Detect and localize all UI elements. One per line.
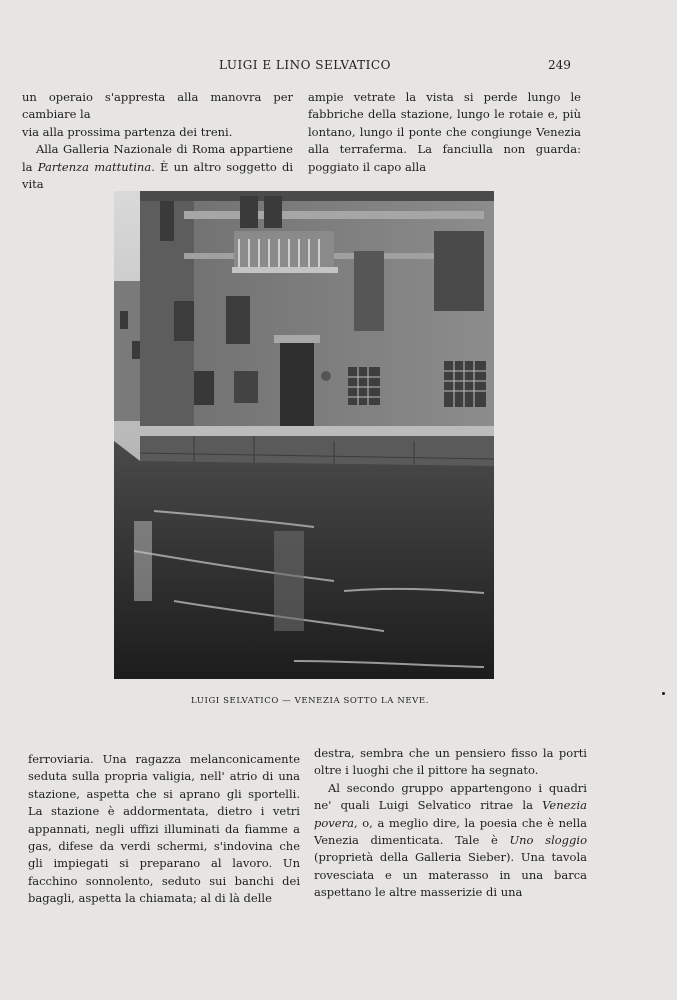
artwork-title: Venezia povera bbox=[314, 798, 588, 830]
paragraph: ferroviaria. Una ragazza melanconicamente seduta sulla propria valigia, nell' atrio di una stazione, aspetta che si aprano gli sportelli. La stazione è addormentata, dietro i vetri appannati, negli uffizi illuminati da fiamme a gas, difese da verdi schermi, s'indovina che gli impiegati si preparano al lavoro. Un facchino sonnolento, seduto sui banchi dei bagagli, aspetta la chiamata; al di là delle bbox=[28, 752, 300, 906]
text-line: via alla prossima partenza dei treni. bbox=[22, 124, 233, 139]
page-number: 249 bbox=[548, 58, 571, 72]
venice-canal-photo bbox=[114, 191, 494, 679]
artwork-title: Uno sloggio bbox=[509, 833, 587, 848]
paragraph bbox=[314, 780, 587, 902]
figure-caption: LUIGI SELVATICO — VENEZIA SOTTO LA NEVE. bbox=[190, 696, 430, 706]
text-span: , o, a meglio dire, la poesia che è nella Venezia dimenticata. Tale è bbox=[314, 815, 587, 848]
text-span: Al secondo gruppo appartengono i quadri ne' quali Luigi Selvatico ritrae la bbox=[314, 780, 587, 813]
paragraph-continuation bbox=[22, 89, 293, 141]
text-span: Alla Galleria Nazionale di Roma appartiene la bbox=[22, 142, 293, 174]
text-column-top-right bbox=[308, 89, 581, 176]
page-speck bbox=[662, 692, 665, 695]
text-column-bottom-left bbox=[28, 751, 300, 908]
running-header: LUIGI E LINO SELVATICO bbox=[219, 58, 391, 72]
paragraph bbox=[22, 141, 293, 193]
text-span: . È un altro soggetto di vita bbox=[22, 159, 294, 192]
paragraph: destra, sembra che un pensiero fisso la porti oltre i luoghi che il pittore ha segnato. bbox=[314, 746, 587, 778]
text-span: (proprietà della Galleria Sieber). Una tavola rovesciata e un materasso in una barca aspettano le altre masserizie di una bbox=[314, 850, 587, 900]
text-column-bottom-right bbox=[314, 745, 587, 902]
text-line: un operaio s'appresta alla manovra per cambiare la bbox=[22, 90, 293, 122]
paragraph: ampie vetrate la vista si perde lungo le fabbriche della stazione, lungo le rotaie e, più lontano, lungo il ponte che congiunge Venezia alla terraferma. La fanciulla non guarda: poggiato il capo alla bbox=[308, 90, 581, 174]
text-column-top-left bbox=[22, 89, 293, 193]
figure-photo bbox=[114, 191, 494, 679]
artwork-title: Partenza mattutina bbox=[37, 159, 152, 174]
